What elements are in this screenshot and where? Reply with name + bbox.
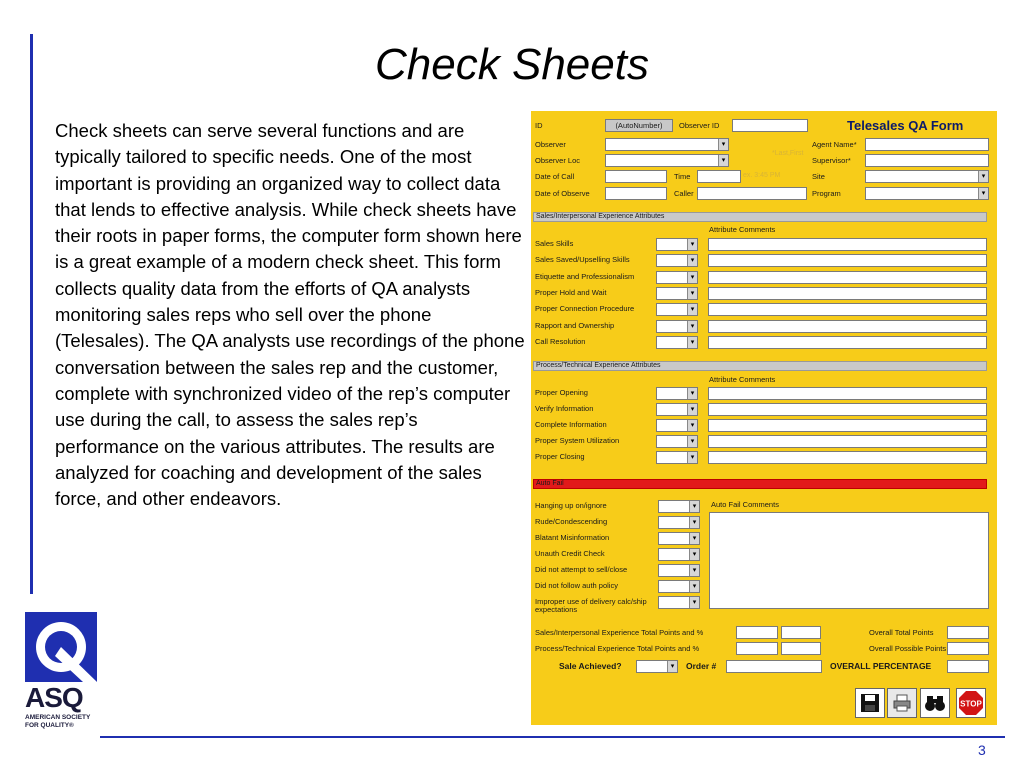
stop-icon [958,690,984,716]
section2-comment-field[interactable] [708,451,987,464]
observer-dropdown[interactable] [605,138,729,151]
observer-loc-dropdown[interactable] [605,154,729,167]
section2-rating-dropdown[interactable] [656,387,698,400]
section3-rating-dropdown[interactable] [658,516,700,529]
section1-comment-field[interactable] [708,238,987,251]
agent-hint: *Last,First [772,150,804,157]
overall-possible-field[interactable] [947,642,989,655]
agent-name-field[interactable] [865,138,989,151]
section2-rating-dropdown[interactable] [656,435,698,448]
section3-item-label: Did not attempt to sell/close [535,565,628,574]
process-total-points-field[interactable] [736,642,778,655]
autofail-comments-field[interactable] [709,512,989,609]
observer-id-field[interactable] [732,119,808,132]
section3-item-label: Hanging up on/ignore [535,501,607,510]
section3-item-label: Unauth Credit Check [535,549,605,558]
section1-item-label: Proper Connection Procedure [535,304,635,314]
observer-label: Observer [535,140,566,149]
section3-rating-dropdown[interactable] [658,596,700,609]
section-process-comments-label: Attribute Comments [709,375,776,384]
caller-field[interactable] [697,187,807,200]
sales-total-pct-field[interactable] [781,626,821,639]
section2-item-label: Proper Closing [535,452,585,461]
time-field[interactable] [697,170,741,183]
page-number: 3 [978,742,986,758]
date-of-observe-field[interactable] [605,187,667,200]
section2-comment-field[interactable] [708,435,987,448]
telesales-qa-form [531,111,997,725]
id-label: ID [535,121,543,130]
section1-item-label: Call Resolution [535,336,586,346]
section1-comment-field[interactable] [708,287,987,300]
section2-comment-field[interactable] [708,387,987,400]
sales-total-label: Sales/Interpersonal Experience Total Points and % [535,628,704,637]
section1-rating-dropdown[interactable] [656,303,698,316]
section1-item-label: Sales Saved/Upselling Skills [535,255,630,265]
section1-comment-field[interactable] [708,336,987,349]
caller-label: Caller [674,189,694,198]
section2-item-label: Verify Information [535,404,594,413]
slide-title: Check Sheets [375,40,649,89]
save-icon [860,693,880,713]
section-process-bar: Process/Technical Experience Attributes [533,361,987,371]
sale-achieved-label: Sale Achieved? [559,661,622,671]
program-label: Program [812,189,841,198]
asq-logo-org-line1: AMERICAN SOCIETY [25,714,91,721]
section1-item-label: Proper Hold and Wait [535,287,607,297]
agent-name-label: Agent Name* [812,140,857,149]
print-button[interactable] [887,688,917,718]
sale-achieved-dropdown[interactable] [636,660,678,673]
section2-item-label: Complete Information [535,420,607,429]
time-hint: ex. 3:45 PM [743,172,781,179]
process-total-label: Process/Technical Experience Total Points and % [535,644,700,653]
overall-percentage-label: OVERALL PERCENTAGE [830,661,932,671]
find-button[interactable] [920,688,950,718]
stop-button[interactable] [956,688,986,718]
section3-rating-dropdown[interactable] [658,548,700,561]
save-button[interactable] [855,688,885,718]
section2-item-label: Proper Opening [535,388,588,397]
site-dropdown[interactable] [865,170,989,183]
date-of-observe-label: Date of Observe [535,189,590,198]
section1-comment-field[interactable] [708,254,987,267]
supervisor-field[interactable] [865,154,989,167]
section1-rating-dropdown[interactable] [656,336,698,349]
section3-item-label: Improper use of delivery calc/ship expectations [535,597,647,614]
program-dropdown[interactable] [865,187,989,200]
overall-percentage-field[interactable] [947,660,989,673]
order-label: Order # [686,661,717,671]
binoculars-icon [924,693,946,713]
observer-id-label: Observer ID [679,121,720,130]
section3-rating-dropdown[interactable] [658,500,700,513]
section3-item-label: Blatant Misinformation [535,533,610,542]
date-of-call-field[interactable] [605,170,667,183]
section2-rating-dropdown[interactable] [656,403,698,416]
site-label: Site [812,172,825,181]
section2-rating-dropdown[interactable] [656,451,698,464]
asq-logo-org-line2: FOR QUALITY® [25,722,74,729]
overall-total-field[interactable] [947,626,989,639]
print-icon [892,693,912,713]
section1-comment-field[interactable] [708,320,987,333]
accent-vertical-line [30,34,33,594]
section-autofail-comments-label: Auto Fail Comments [711,500,779,509]
section1-rating-dropdown[interactable] [656,238,698,251]
svg-text:STOP: STOP [960,699,982,709]
section1-item-label: Rapport and Ownership [535,320,615,330]
section-sales-bar: Sales/Interpersonal Experience Attributes [533,212,987,222]
form-title: Telesales QA Form [847,118,964,133]
slide-body-text: Check sheets can serve several functions and are typically tailored to specific needs. One of the most important is providing an organized way to collect data that lends to effective analysis. While check sheets have their roots in paper forms, the computer form shown here is a great example of a modern check sheet. This form collects quality data from the efforts of QA analysts monitoring sales reps who sell over the phone (Telesales). The QA analysts use recordings of the phone conversation between the sales rep and the customer, complete with synchronized video of the rep’s computer use during the call, to assess the sales rep’s performance on the various attributes. The results are analyzed for coaching and development of the sales force, and other endeavors. [55,120,525,510]
order-field[interactable] [726,660,822,673]
section1-comment-field[interactable] [708,303,987,316]
section1-rating-dropdown[interactable] [656,320,698,333]
date-of-call-label: Date of Call [535,172,575,181]
section1-rating-dropdown[interactable] [656,287,698,300]
sales-total-points-field[interactable] [736,626,778,639]
section3-rating-dropdown[interactable] [658,580,700,593]
observer-loc-label: Observer Loc [535,156,581,165]
id-field: (AutoNumber) [605,119,673,132]
section2-item-label: Proper System Utilization [535,436,620,445]
section1-rating-dropdown[interactable] [656,271,698,284]
overall-total-label: Overall Total Points [869,628,934,637]
section-autofail-bar: Auto Fail [533,479,987,489]
time-label: Time [674,172,691,181]
footer-line [100,736,1005,738]
overall-possible-label: Overall Possible Points [869,644,947,653]
supervisor-label: Supervisor* [812,156,851,165]
section2-comment-field[interactable] [708,419,987,432]
asq-logo [25,612,105,737]
section1-comment-field[interactable] [708,271,987,284]
section3-rating-dropdown[interactable] [658,532,700,545]
section1-item-label: Etiquette and Professionalism [535,271,635,281]
section3-rating-dropdown[interactable] [658,564,700,577]
section3-item-label: Rude/Condescending [535,517,608,526]
section3-item-label: Did not follow auth policy [535,581,618,590]
section1-rating-dropdown[interactable] [656,254,698,267]
process-total-pct-field[interactable] [781,642,821,655]
section-sales-comments-label: Attribute Comments [709,225,776,234]
section1-item-label: Sales Skills [535,239,574,248]
section2-rating-dropdown[interactable] [656,419,698,432]
section2-comment-field[interactable] [708,403,987,416]
asq-logo-letters: ASQ [25,682,83,713]
